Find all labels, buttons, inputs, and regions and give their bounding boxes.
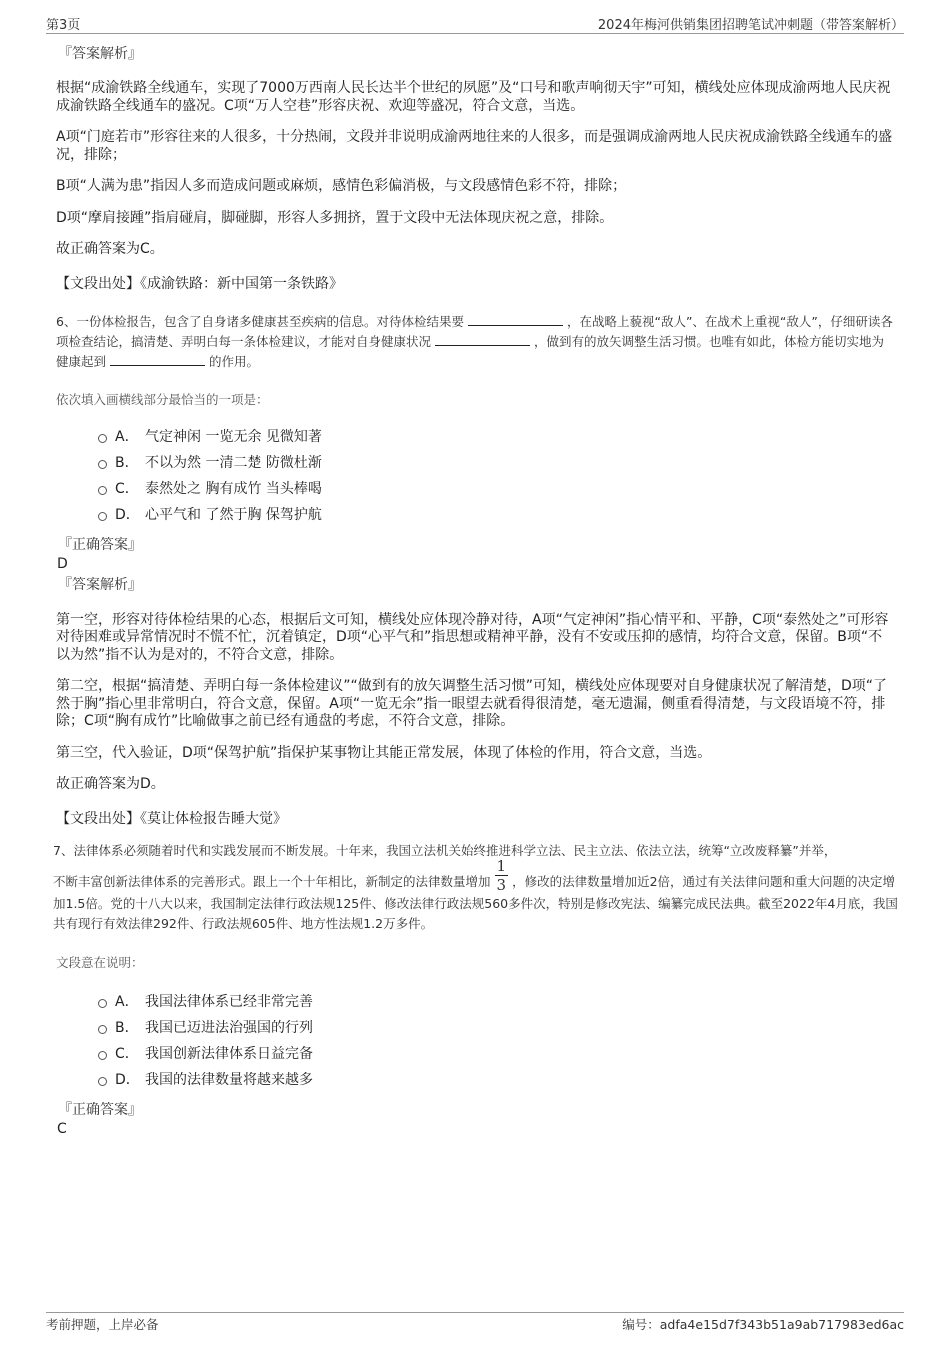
radio-icon[interactable] [98, 434, 107, 443]
analysis-paragraph: 第二空，根据“搞清楚、弄明白每一条体检建议”“做到有的放矢调整生活习惯”可知，横线处应体现要对自身健康状况了解清楚，D项“了然于胸”指心里非常明白，符合文意，保留。A项“一览无余”指一眼望去就看得很清楚，毫无遗漏，侧重看得清楚，与文段语境不符，排除；C项“胸有成竹”比喻做事之前已经有通盘的考虑，不符合文意，排除。 [56, 678, 888, 729]
radio-icon[interactable] [98, 460, 107, 469]
option-b[interactable]: B． 不以为然 一清二楚 防微杜渐 [98, 449, 894, 475]
option-a[interactable]: A． 气定神闲 一览无余 见微知著 [98, 423, 894, 449]
fill-blank [110, 354, 205, 366]
question-7-stem: 7、法律体系必须随着时代和实践发展而不断发展。十年来，我国立法机关始终推进科学立法、民主立法、依法立法，统筹“立改废释纂”并举， 不断丰富创新法律体系的完善形式。跟上一个十年相比，新制定的法律数量增加 $\frac{1}{3}$ ，修改的法律数量增加近2倍，通过有关法律问题和重大问题的决定增加1.5倍。党的十八大以来，我国制定法律行政法规125件、修改法律行政法规560多件次，特别是修改宪法、编纂完成民法典。截至2022年4月底，我国共有现行有效法律292件、行政法规605件、地方性法规1.2万多件。 [53, 842, 898, 931]
option-c[interactable]: C． 我国创新法律体系日益完备 [98, 1040, 894, 1066]
analysis-paragraph: B项“人满为患”指因人多而造成问题或麻烦，感情色彩偏消极，与文段感情色彩不符，排除； [56, 178, 627, 194]
option-b[interactable]: B． 我国已迈进法治强国的行列 [98, 1014, 894, 1040]
page-content [53, 44, 898, 1138]
fill-blank [435, 334, 530, 346]
option-a[interactable]: A． 我国法律体系已经非常完善 [98, 988, 894, 1014]
correct-answer: D [57, 555, 68, 572]
document-id: 编号：adfa4e15d7f343b51a9ab717983ed6ac [622, 1317, 904, 1332]
question-6-stem: 6、一份体检报告，包含了自身诸多健康甚至疾病的信息。对待体检结果要 ，在战略上藐视“敌人”、在战术上重视“敌人”，仔细研读各项检查结论，搞清楚、弄明白每一条体检建议，才能对自身健康状况 ，做到有的放矢调整生活习惯。也唯有如此，体检方能切实地为健康起到 的作用。 [56, 313, 893, 369]
document-title: 2024年梅河供销集团招聘笔试冲刺题（带答案解析） [597, 18, 904, 33]
question-6-options [98, 423, 894, 527]
option-d[interactable]: D． 我国的法律数量将越来越多 [98, 1066, 894, 1092]
page-header [46, 14, 904, 34]
analysis-label: 『答案解析』 [58, 576, 142, 593]
option-d[interactable]: D． 心平气和 了然于胸 保驾护航 [98, 501, 894, 527]
analysis-paragraph: 第一空，形容对待体检结果的心态，根据后文可知，横线处应体现冷静对待，A项“气定神闲”指心情平和、平静，C项“泰然处之”可形容对待困难或异常情况时不慌不忙，沉着镇定，D项“心平气和”指思想或精神平静，没有不安或压抑的感情，均符合文意，保留。B项“不以为然”指不认为是对的，不符合文意，排除。 [56, 611, 889, 663]
analysis-paragraph: 根据“成渝铁路全线通车，实现了7000万西南人民长达半个世纪的夙愿”及“口号和歌声响彻天宇”可知，横线处应体现成渝两地人民庆祝成渝铁路全线通车的盛况。C项“万人空巷”形容庆祝、欢迎等盛况，符合文意，当选。 [56, 80, 891, 114]
question-6-prompt: 依次填入画横线部分最恰当的一项是： [56, 391, 269, 407]
conclusion: 故正确答案为C。 [56, 241, 164, 257]
source-citation: 【文段出处】《莫让体检报告睡大觉》 [56, 810, 287, 827]
correct-answer-label: 『正确答案』 [58, 1101, 142, 1118]
radio-icon[interactable] [98, 1077, 107, 1086]
page-footer [46, 1312, 904, 1336]
radio-icon[interactable] [98, 512, 107, 521]
fill-blank [468, 314, 563, 326]
option-c[interactable]: C． 泰然处之 胸有成竹 当头棒喝 [98, 475, 894, 501]
radio-icon[interactable] [98, 999, 107, 1008]
radio-icon[interactable] [98, 1051, 107, 1060]
correct-answer-label: 『正确答案』 [58, 536, 142, 553]
question-7-prompt: 文段意在说明： [56, 954, 144, 970]
analysis-paragraph: D项“摩肩接踵”指肩碰肩，脚碰脚，形容人多拥挤，置于文段中无法体现庆祝之意，排除。 [56, 209, 614, 226]
radio-icon[interactable] [98, 1025, 107, 1034]
conclusion: 故正确答案为D。 [56, 776, 165, 792]
page-number: 第3页 [46, 18, 81, 33]
radio-icon[interactable] [98, 486, 107, 495]
footer-slogan: 考前押题，上岸必备 [46, 1317, 159, 1332]
correct-answer: C [57, 1120, 67, 1137]
fraction: $\frac{1}{3}$ [496, 856, 507, 894]
analysis-paragraph: 第三空，代入验证，D项“保驾护航”指保护某事物让其能正常发展，体现了体检的作用，符合文意，当选。 [56, 744, 712, 761]
analysis-label: 『答案解析』 [58, 46, 142, 62]
analysis-paragraph: A项“门庭若市”形容往来的人很多，十分热闹，文段并非说明成渝两地往来的人很多，而是强调成渝两地人民庆祝成渝铁路全线通车的盛况，排除； [56, 129, 893, 163]
question-7-options [98, 988, 894, 1092]
source-citation: 【文段出处】《成渝铁路：新中国第一条铁路》 [56, 275, 343, 292]
